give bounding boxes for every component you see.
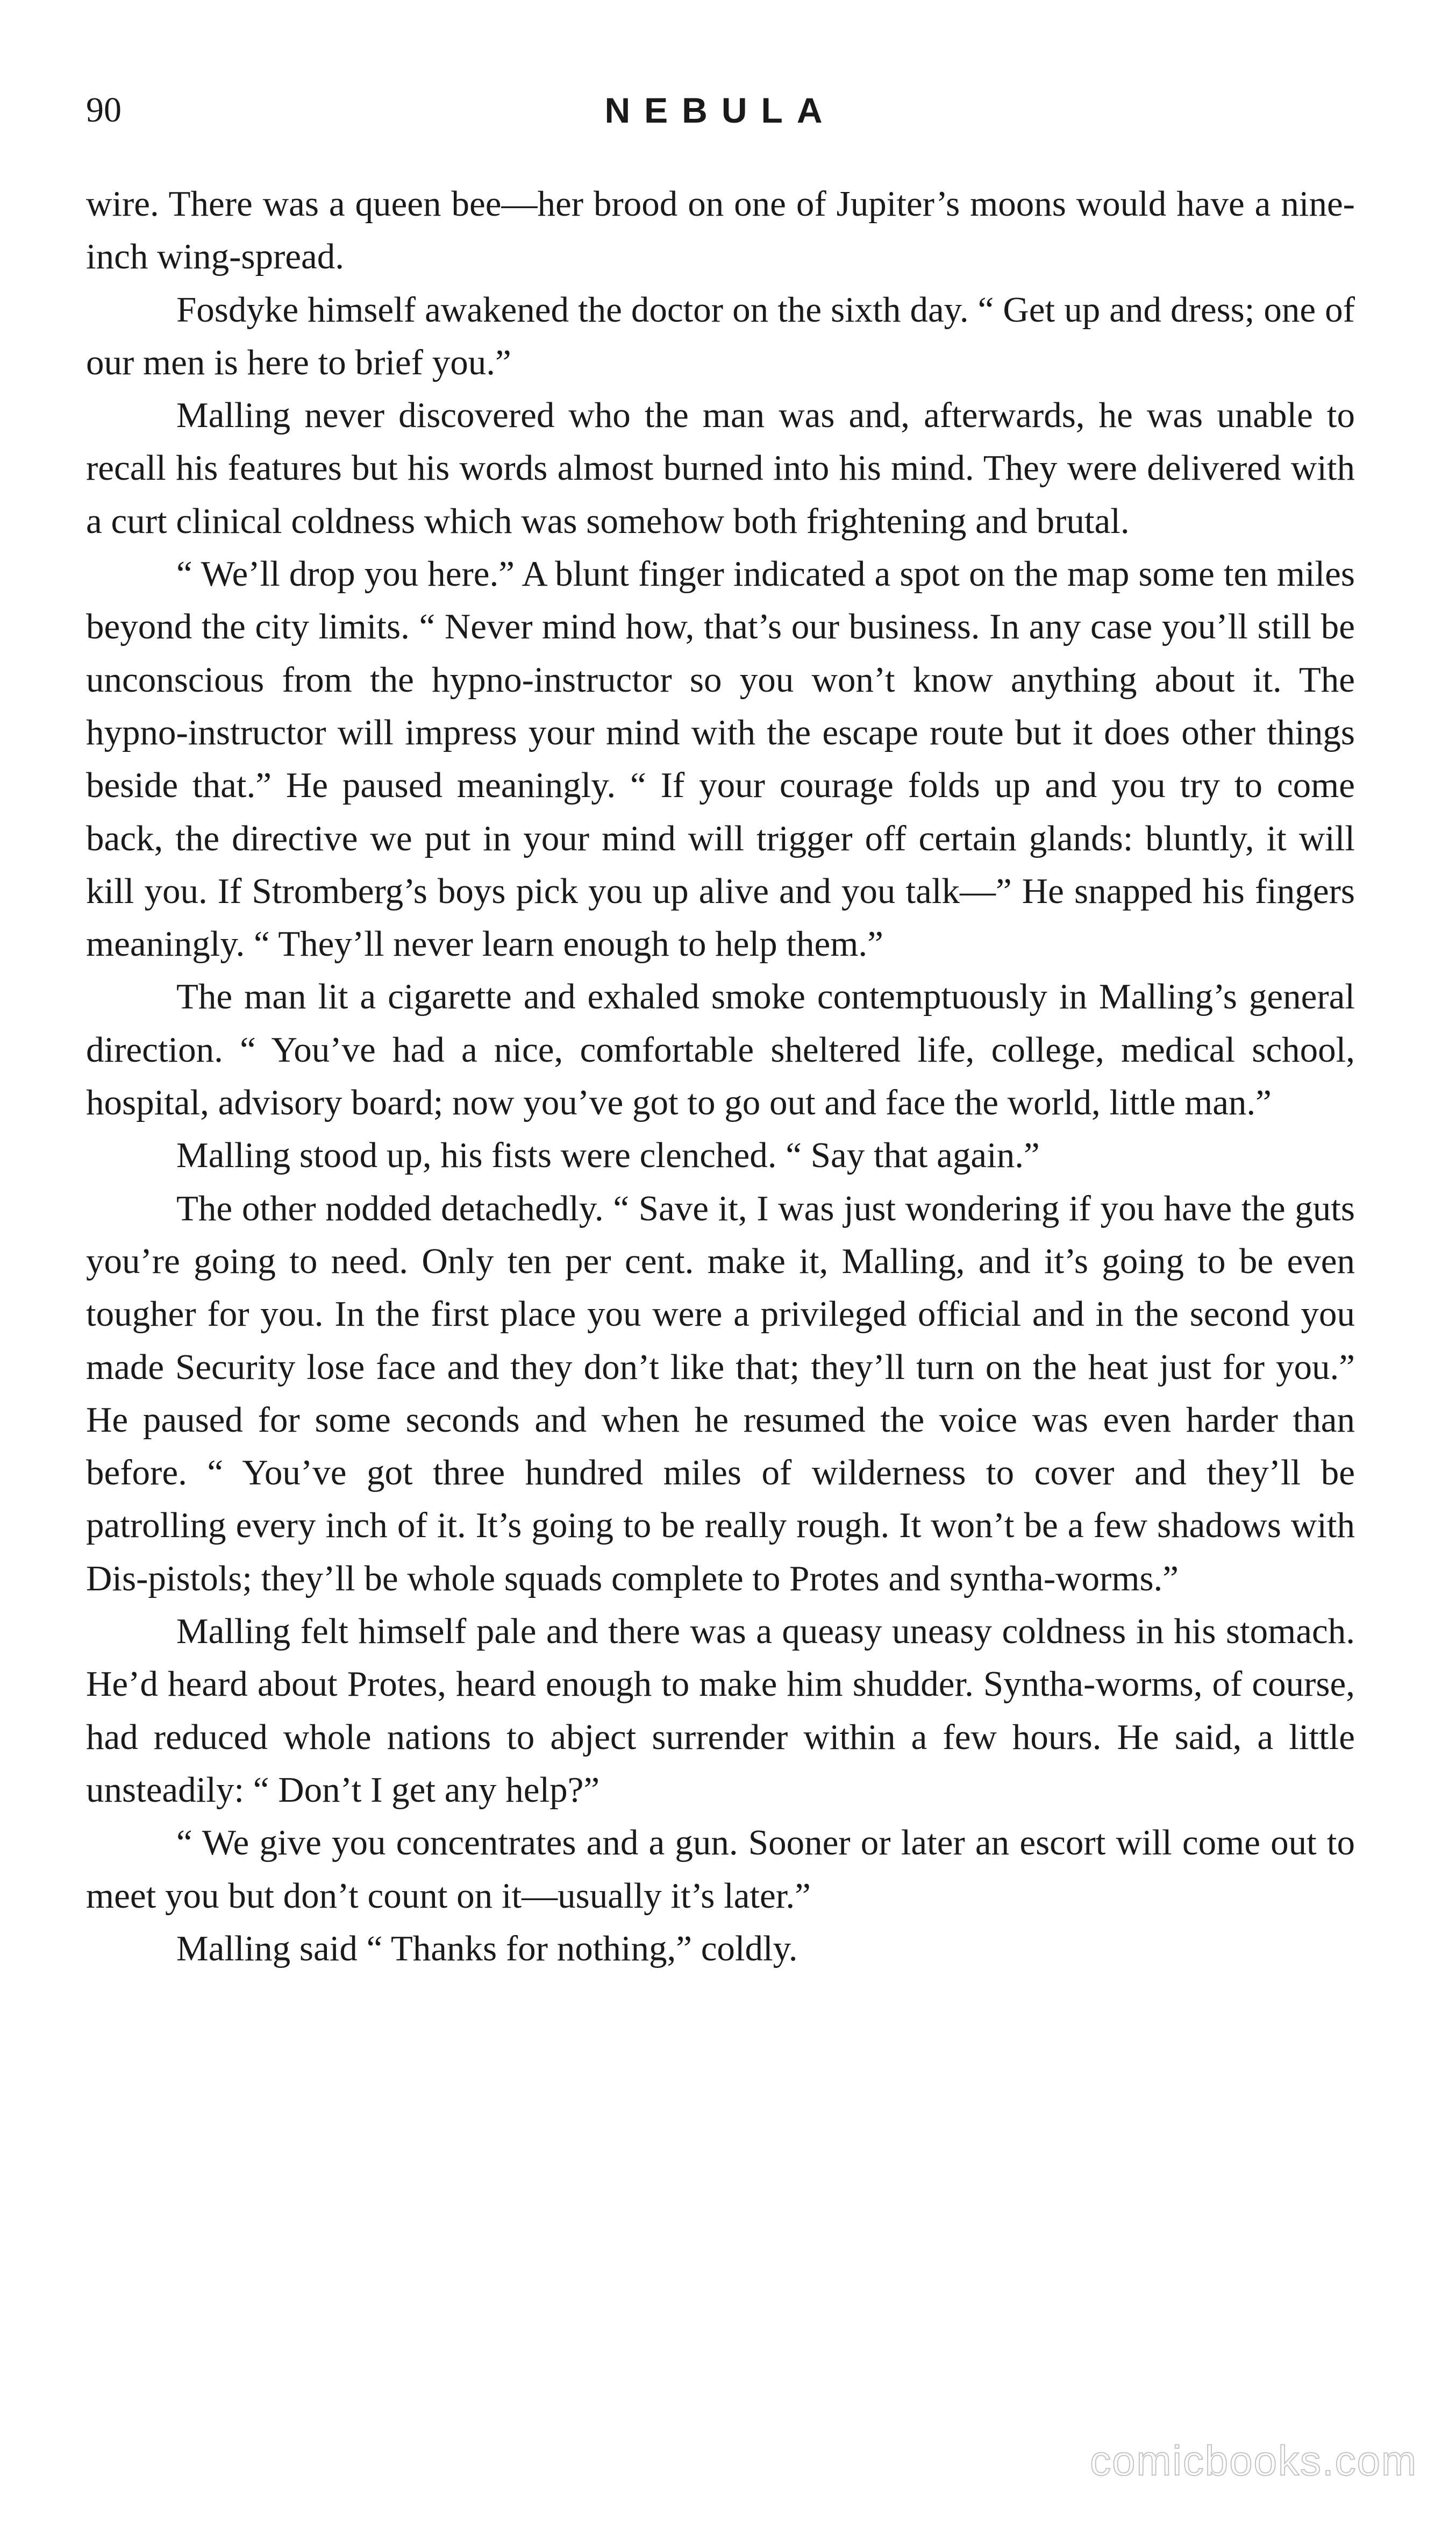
paragraph: “ We give you concentrates and a gun. Sooner or later an escort will come out to meet you but don’t count on it—usually it’s later.” <box>86 1823 1355 1916</box>
running-head: NEBULA <box>604 90 837 130</box>
paragraph: Malling said “ Thanks for nothing,” coldly. <box>176 1928 798 1968</box>
paragraph: “ We’ll drop you here.” A blunt finger indicated a spot on the map some ten miles beyond the city limits. “ Never mind how, that’s our business. In any case you’ll still be unconscious from the hypno-instructor so you won’t know anything about it. The hypno-instructor will impress your mind with the escape route but it does other things beside that.” He paused meaningly. “ If your courage folds up and you try to come back, the directive we put in your mind will trigger off certain glands: bluntly, it will kill you. If Stromberg’s boys pick you up alive and you talk—” He snapped his fingers meaningly. “ They’ll never learn enough to help them.” <box>86 554 1355 964</box>
watermark: comicbooks.com <box>1090 2437 1417 2484</box>
body-text <box>86 177 1355 1975</box>
page-number: 90 <box>86 90 122 130</box>
paragraph: Malling never discovered who the man was and, afterwards, he was unable to recall his features but his words almost burned into his mind. They were delivered with a curt clinical coldness which was somehow both frightening and brutal. <box>86 395 1355 541</box>
paragraph: Fosdyke himself awakened the doctor on the sixth day. “ Get up and dress; one of our men is here to brief you.” <box>86 289 1355 382</box>
page-header <box>86 81 1355 140</box>
paragraph: wire. There was a queen bee—her brood on one of Jupiter’s moons would have a nine-inch wing-spread. <box>86 184 1355 277</box>
paragraph: The other nodded detachedly. “ Save it, I was just wondering if you have the guts you’re going to need. Only ten per cent. make it, Malling, and it’s going to be even tougher for you. In the first place you were a privileged official and in the second you made Security lose face and they don’t like that; they’ll turn on the heat just for you.” He paused for some seconds and when he resumed the voice was even harder than before. “ You’ve got three hundred miles of wilderness to cover and they’ll be patrolling every inch of it. It’s going to be really rough. It won’t be a few shadows with Dis-pistols; they’ll be whole squads complete to Protes and syntha-worms.” <box>86 1188 1355 1598</box>
paragraph: The man lit a cigarette and exhaled smoke contemptuously in Malling’s general direction. “ You’ve had a nice, comfortable sheltered life, college, medical school, hospital, advisory board; now you’ve got to go out and face the world, little man.” <box>86 977 1355 1123</box>
paragraph: Malling felt himself pale and there was a queasy uneasy coldness in his stomach. He’d heard about Protes, heard enough to make him shudder. Syntha-worms, of course, had reduced whole nations to abject surrender within a few hours. He said, a little unsteadily: “ Don’t I get any help?” <box>86 1611 1355 1810</box>
paragraph: Malling stood up, his fists were clenched. “ Say that again.” <box>176 1135 1040 1176</box>
